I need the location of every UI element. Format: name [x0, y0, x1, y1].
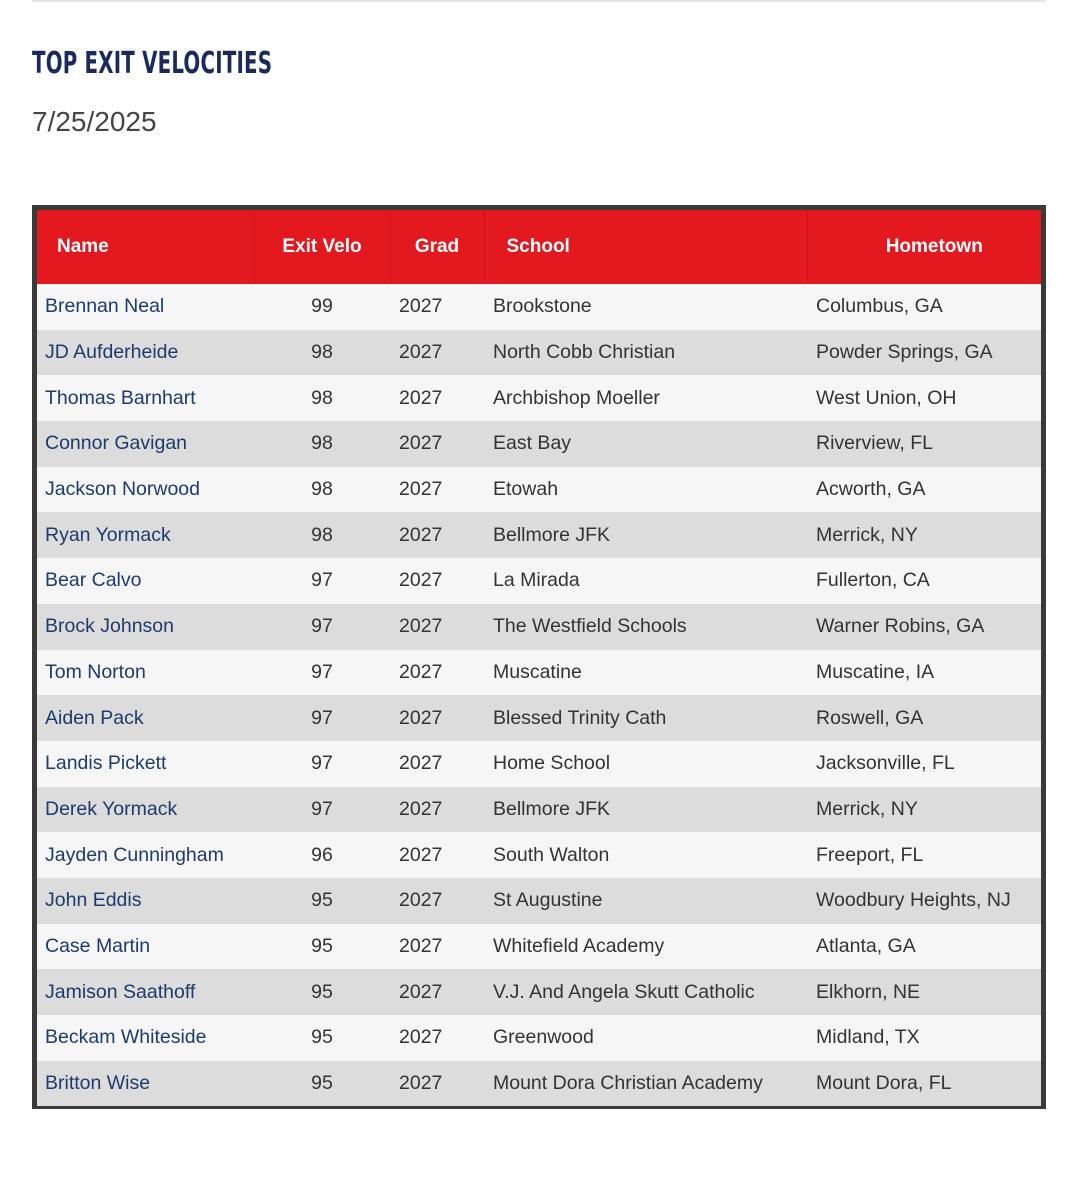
exit-velo-cell: 95: [311, 1026, 333, 1049]
column-header-grad[interactable]: Grad: [390, 210, 484, 284]
grad-year-cell: 2027: [399, 569, 443, 592]
player-name-link[interactable]: Bear Calvo: [45, 569, 142, 592]
hometown-cell: West Union, OH: [816, 386, 957, 409]
column-header-school[interactable]: School: [484, 210, 807, 284]
table-row: [37, 924, 1041, 970]
school-cell: Archbishop Moeller: [493, 386, 660, 409]
exit-velocity-table-frame: [32, 205, 1046, 1109]
column-header-exit-velo[interactable]: Exit Velo: [254, 210, 390, 284]
grad-year-cell: 2027: [399, 615, 443, 638]
hometown-cell: Warner Robins, GA: [816, 615, 985, 638]
player-name-link[interactable]: Case Martin: [45, 934, 151, 957]
hometown-cell: Freeport, FL: [816, 843, 924, 866]
exit-velo-cell: 97: [311, 615, 333, 638]
school-cell: Mount Dora Christian Academy: [493, 1072, 763, 1095]
exit-velo-cell: 95: [311, 934, 333, 957]
grad-year-cell: 2027: [399, 1026, 443, 1049]
grad-year-cell: 2027: [399, 934, 443, 957]
hometown-cell: Elkhorn, NE: [816, 980, 921, 1003]
player-name-link[interactable]: Aiden Pack: [45, 706, 144, 729]
table-row: [37, 878, 1041, 924]
table-row: [37, 604, 1041, 650]
table-row: [37, 650, 1041, 696]
school-cell: Etowah: [493, 478, 559, 501]
school-cell: Bellmore JFK: [493, 523, 611, 546]
school-cell: Home School: [493, 752, 611, 775]
school-cell: St Augustine: [493, 889, 603, 912]
school-cell: Bellmore JFK: [493, 797, 611, 820]
school-cell: Blessed Trinity Cath: [493, 706, 667, 729]
grad-year-cell: 2027: [399, 1072, 443, 1095]
grad-year-cell: 2027: [399, 797, 443, 820]
table-row: [37, 695, 1041, 741]
hometown-cell: Muscatine, IA: [816, 660, 935, 683]
school-cell: V.J. And Angela Skutt Catholic: [493, 980, 755, 1003]
exit-velo-cell: 98: [311, 386, 333, 409]
exit-velo-cell: 97: [311, 706, 333, 729]
exit-velo-cell: 98: [311, 523, 333, 546]
grad-year-cell: 2027: [399, 706, 443, 729]
grad-year-cell: 2027: [399, 386, 443, 409]
grad-year-cell: 2027: [399, 843, 443, 866]
player-name-link[interactable]: Brennan Neal: [45, 295, 165, 318]
school-cell: North Cobb Christian: [493, 341, 676, 364]
player-name-link[interactable]: Thomas Barnhart: [45, 386, 196, 409]
player-name-link[interactable]: Connor Gavigan: [45, 432, 188, 455]
hometown-cell: Acworth, GA: [816, 478, 926, 501]
player-name-link[interactable]: Landis Pickett: [45, 752, 167, 775]
table-row: [37, 1015, 1041, 1061]
grad-year-cell: 2027: [399, 523, 443, 546]
player-name-link[interactable]: Derek Yormack: [45, 797, 178, 820]
hometown-cell: Mount Dora, FL: [816, 1072, 952, 1095]
hometown-cell: Jacksonville, FL: [816, 752, 955, 775]
table-row: [37, 421, 1041, 467]
column-header-name[interactable]: Name: [37, 210, 254, 284]
table-row: [37, 467, 1041, 513]
table-row: [37, 330, 1041, 376]
player-name-link[interactable]: Brock Johnson: [45, 615, 174, 638]
hometown-cell: Midland, TX: [816, 1026, 920, 1049]
table-body: [37, 284, 1041, 1106]
school-cell: Muscatine: [493, 660, 582, 683]
table-row: [37, 1061, 1041, 1107]
table-row: [37, 375, 1041, 421]
player-name-link[interactable]: Tom Norton: [45, 660, 146, 683]
table-row: [37, 558, 1041, 604]
school-cell: Whitefield Academy: [493, 934, 665, 957]
table-row: [37, 284, 1041, 330]
grad-year-cell: 2027: [399, 478, 443, 501]
hometown-cell: Riverview, FL: [816, 432, 934, 455]
grad-year-cell: 2027: [399, 889, 443, 912]
exit-velo-cell: 96: [311, 843, 333, 866]
school-cell: The Westfield Schools: [493, 615, 687, 638]
player-name-link[interactable]: Beckam Whiteside: [45, 1026, 207, 1049]
grad-year-cell: 2027: [399, 341, 443, 364]
table-row: [37, 741, 1041, 787]
exit-velo-cell: 97: [311, 752, 333, 775]
page-date: 7/25/2025: [32, 106, 157, 137]
exit-velocity-table: [37, 210, 1041, 1106]
hometown-cell: Powder Springs, GA: [816, 341, 993, 364]
grad-year-cell: 2027: [399, 660, 443, 683]
column-header-hometown[interactable]: Hometown: [885, 236, 983, 257]
player-name-link[interactable]: Jamison Saathoff: [45, 980, 196, 1003]
exit-velo-cell: 98: [311, 432, 333, 455]
hometown-cell: Roswell, GA: [816, 706, 924, 729]
grad-year-cell: 2027: [399, 432, 443, 455]
exit-velo-cell: 97: [311, 569, 333, 592]
table-header-row: [37, 210, 1041, 284]
grad-year-cell: 2027: [399, 295, 443, 318]
hometown-cell: Atlanta, GA: [816, 934, 916, 957]
player-name-link[interactable]: Ryan Yormack: [45, 523, 171, 546]
table-row: [37, 512, 1041, 558]
page-title: TOP EXIT VELOCITIES: [32, 46, 273, 81]
table-row: [37, 787, 1041, 833]
grad-year-cell: 2027: [399, 752, 443, 775]
exit-velo-cell: 98: [311, 341, 333, 364]
exit-velo-cell: 99: [311, 295, 333, 318]
table-row: [37, 832, 1041, 878]
school-cell: Brookstone: [493, 295, 592, 318]
school-cell: South Walton: [493, 843, 610, 866]
table-row: [37, 969, 1041, 1015]
exit-velo-cell: 95: [311, 889, 333, 912]
hometown-cell: Merrick, NY: [816, 797, 918, 820]
grad-year-cell: 2027: [399, 980, 443, 1003]
school-cell: Greenwood: [493, 1026, 594, 1049]
player-name-link[interactable]: John Eddis: [45, 889, 142, 912]
exit-velo-cell: 98: [311, 478, 333, 501]
hometown-cell: Columbus, GA: [816, 295, 943, 318]
player-name-link[interactable]: Jackson Norwood: [45, 478, 200, 501]
exit-velo-cell: 95: [311, 980, 333, 1003]
hometown-cell: Woodbury Heights, NJ: [816, 889, 1011, 912]
school-cell: East Bay: [493, 432, 572, 455]
player-name-link[interactable]: JD Aufderheide: [45, 341, 179, 364]
exit-velo-cell: 95: [311, 1072, 333, 1095]
school-cell: La Mirada: [493, 569, 580, 592]
hometown-cell: Merrick, NY: [816, 523, 918, 546]
player-name-link[interactable]: Britton Wise: [45, 1072, 151, 1095]
player-name-link[interactable]: Jayden Cunningham: [45, 843, 224, 866]
top-divider: [32, 0, 1046, 2]
hometown-cell: Fullerton, CA: [816, 569, 930, 592]
exit-velo-cell: 97: [311, 797, 333, 820]
exit-velo-cell: 97: [311, 660, 333, 683]
